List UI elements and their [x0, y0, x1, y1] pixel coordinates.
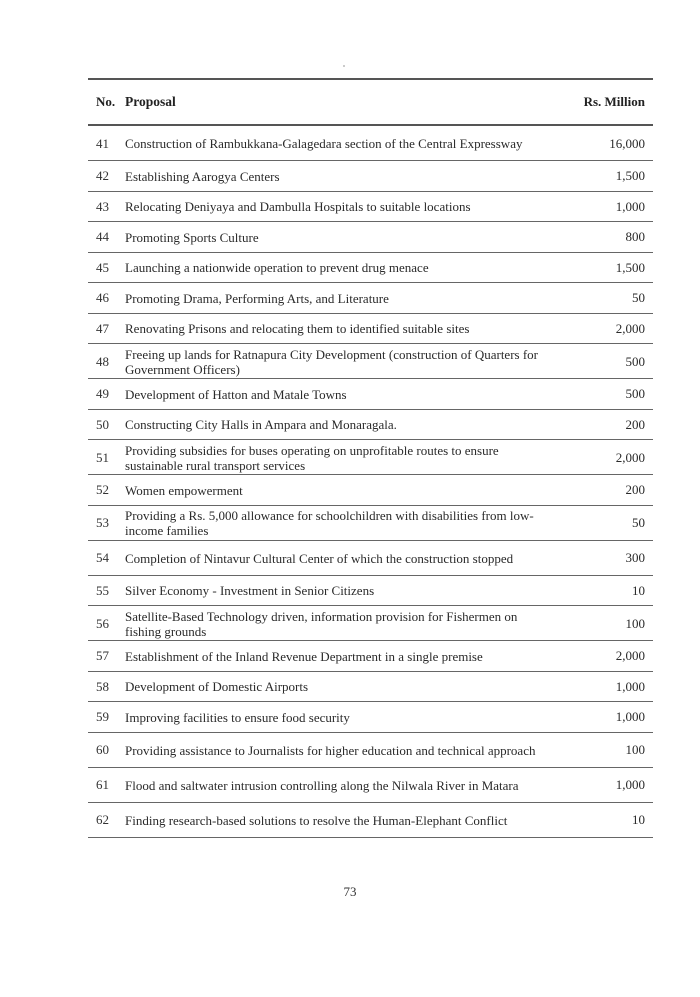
row-number: 49 [96, 386, 109, 402]
row-number: 45 [96, 259, 109, 275]
row-number: 55 [96, 582, 109, 598]
table-row [88, 440, 653, 475]
row-number: 54 [96, 550, 109, 565]
table-row [88, 768, 653, 803]
row-proposal: Improving facilities to ensure food security [125, 709, 350, 725]
row-number: 48 [96, 353, 109, 369]
row-number: 43 [96, 198, 109, 214]
row-proposal: Women empowerment [125, 482, 243, 498]
header-amount: Rs. Million [583, 94, 645, 109]
row-proposal: Relocating Deniyaya and Dambulla Hospitals to suitable locations [125, 199, 471, 215]
row-proposal: Development of Hatton and Matale Towns [125, 386, 347, 402]
row-amount: 1,000 [615, 777, 645, 792]
row-amount: 2,000 [615, 449, 645, 465]
row-amount: 500 [625, 386, 645, 402]
table-header-row [88, 80, 653, 126]
row-proposal: Completion of Nintavur Cultural Center of which the construction stopped [125, 550, 514, 566]
row-proposal: Flood and saltwater intrusion controlling along the Nilwala River in Matara [125, 777, 519, 793]
table-row [88, 641, 653, 672]
row-amount: 10 [632, 812, 645, 827]
header-no: No. [96, 94, 116, 109]
table-row [88, 541, 653, 576]
table-row [88, 410, 653, 441]
table-row [88, 606, 653, 641]
row-proposal: Promoting Sports Culture [125, 229, 259, 245]
proposals-table [88, 78, 653, 838]
row-number: 47 [96, 320, 109, 336]
row-number: 41 [96, 135, 109, 151]
row-proposal: Renovating Prisons and relocating them to identified suitable sites [125, 321, 470, 337]
row-number: 61 [96, 777, 109, 792]
row-amount: 500 [625, 353, 645, 369]
row-number: 56 [96, 615, 109, 631]
row-proposal: Satellite-Based Technology driven, information provision for Fishermen on fishing grounds [125, 608, 518, 639]
row-amount: 300 [625, 550, 645, 565]
row-number: 50 [96, 416, 109, 432]
row-number: 52 [96, 482, 109, 498]
table-row [88, 314, 653, 345]
header-proposal: Proposal [125, 94, 176, 109]
row-proposal: Constructing City Halls in Ampara and Monaragala. [125, 417, 397, 433]
row-number: 59 [96, 709, 109, 725]
row-amount: 2,000 [615, 648, 645, 664]
row-amount: 1,500 [615, 168, 645, 184]
row-proposal: Providing assistance to Journalists for higher education and technical approach [125, 742, 536, 758]
table-body [88, 126, 653, 838]
row-amount: 50 [632, 290, 645, 306]
table-row [88, 803, 653, 838]
row-number: 57 [96, 648, 109, 664]
scan-speck [343, 65, 345, 67]
table-row [88, 475, 653, 506]
page-number: 73 [343, 884, 357, 899]
row-amount: 100 [625, 615, 645, 631]
row-proposal: Providing a Rs. 5,000 allowance for schoolchildren with disabilities from low-income families [125, 508, 534, 538]
row-amount: 10 [632, 582, 645, 598]
row-amount: 100 [625, 742, 645, 757]
row-amount: 1,000 [615, 709, 645, 725]
row-amount: 50 [632, 515, 645, 530]
row-proposal: Establishing Aarogya Centers [125, 168, 280, 184]
table-row [88, 379, 653, 410]
row-number: 62 [96, 812, 109, 827]
row-proposal: Construction of Rambukkana-Galagedara section of the Central Expressway [125, 136, 523, 151]
row-number: 53 [96, 515, 109, 530]
table-row [88, 576, 653, 607]
table-row [88, 253, 653, 284]
table-row [88, 733, 653, 768]
row-proposal: Development of Domestic Airports [125, 679, 309, 695]
row-proposal: Finding research-based solutions to resolve the Human-Elephant Conflict [125, 812, 508, 828]
row-number: 60 [96, 742, 109, 757]
row-proposal: Silver Economy - Investment in Senior Citizens [125, 583, 375, 599]
row-amount: 1,500 [615, 259, 645, 275]
row-amount: 200 [625, 416, 645, 432]
row-proposal: Freeing up lands for Ratnapura City Development (construction of Quarters for Government Officers) [125, 346, 538, 377]
table-row [88, 344, 653, 379]
row-amount: 2,000 [615, 320, 645, 336]
row-number: 58 [96, 678, 109, 694]
table-row [88, 161, 653, 192]
row-amount: 1,000 [615, 678, 645, 694]
row-proposal: Promoting Drama, Performing Arts, and Literature [125, 290, 389, 306]
table-row [88, 506, 653, 541]
row-amount: 16,000 [609, 135, 645, 151]
table-row [88, 702, 653, 733]
table-row [88, 126, 653, 161]
row-proposal: Providing subsidies for buses operating on unprofitable routes to ensure sustainable rural transport services [125, 442, 499, 473]
row-number: 51 [96, 449, 109, 465]
table-row [88, 672, 653, 703]
row-number: 44 [96, 229, 109, 245]
row-proposal: Establishment of the Inland Revenue Department in a single premise [125, 648, 483, 664]
table-row [88, 192, 653, 223]
row-proposal: Launching a nationwide operation to prevent drug menace [125, 260, 429, 276]
table-row [88, 222, 653, 253]
row-amount: 200 [625, 482, 645, 498]
row-number: 42 [96, 168, 109, 184]
row-amount: 800 [625, 229, 645, 245]
row-amount: 1,000 [615, 198, 645, 214]
row-number: 46 [96, 290, 109, 306]
table-row [88, 283, 653, 314]
